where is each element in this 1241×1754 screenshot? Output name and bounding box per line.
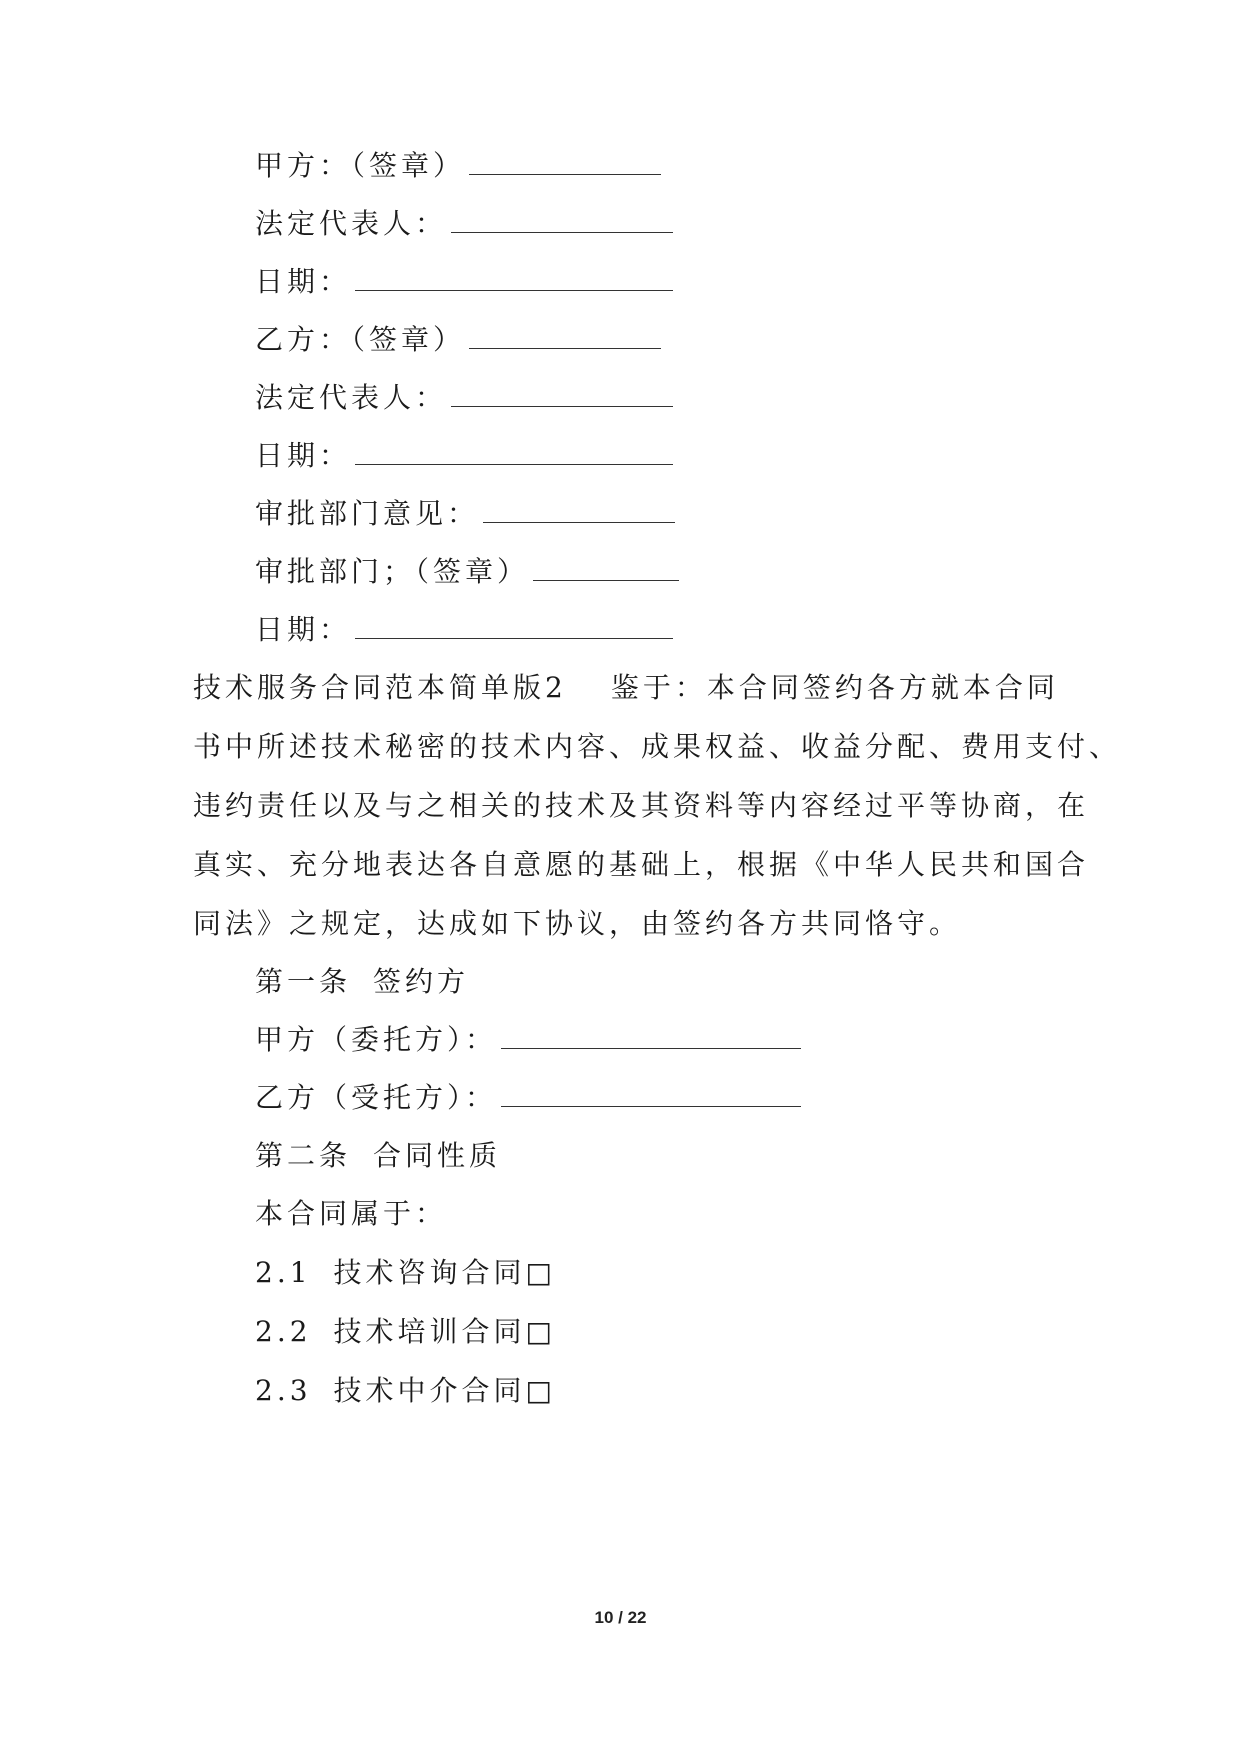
article2-lead: 本合同属于：: [255, 1197, 448, 1230]
party-b-rep-blank: [451, 380, 673, 407]
article2-number: 第二条: [255, 1139, 352, 1172]
article1-heading: [255, 964, 469, 1000]
party-a-date-blank: [355, 264, 673, 291]
party-b-rep-line: [255, 380, 673, 416]
article1-party-a-blank: [501, 1022, 801, 1049]
article2-title: 合同性质: [373, 1139, 502, 1172]
approval-sign-label: 审批部门；（签章）: [255, 555, 530, 588]
party-a-sign-line: [255, 148, 661, 184]
article1-party-b-line: [255, 1080, 801, 1116]
party-a-sign-label: 甲方：（签章）: [255, 149, 466, 182]
party-b-date-blank: [355, 438, 673, 465]
section2-heading-line: [193, 670, 1059, 706]
option-label: 技术培训合同□: [333, 1315, 556, 1348]
party-b-sign-blank: [469, 322, 661, 349]
page-number: 10 / 22: [594, 1608, 647, 1627]
article1-title: 签约方: [373, 965, 470, 998]
section2-intro-line2: 书中所述技术秘密的技术内容、成果权益、收益分配、费用支付、: [193, 730, 1122, 763]
party-b-date-label: 日期：: [255, 439, 352, 472]
approval-opinion-line: [255, 496, 675, 532]
party-a-date-label: 日期：: [255, 265, 352, 298]
section2-intro-line5: 同法》之规定，达成如下协议，由签约各方共同恪守。: [193, 907, 962, 940]
approval-date-label: 日期：: [255, 613, 352, 646]
section2-title: 技术服务合同范本简单版2: [193, 671, 567, 704]
party-a-sign-blank: [469, 148, 661, 175]
party-a-rep-label: 法定代表人：: [255, 207, 448, 240]
approval-date-line: [255, 612, 673, 648]
article1-party-a-line: [255, 1022, 801, 1058]
approval-date-blank: [355, 612, 673, 639]
article1-party-b-label: 乙方（受托方）：: [255, 1081, 498, 1114]
option-label: 技术咨询合同□: [333, 1256, 556, 1289]
article2-heading: [255, 1138, 501, 1174]
party-b-sign-label: 乙方：（签章）: [255, 323, 466, 356]
party-b-sign-line: [255, 322, 661, 358]
option-number: 2.2: [255, 1315, 312, 1348]
option-number: 2.3: [255, 1374, 312, 1407]
party-a-date-line: [255, 264, 673, 300]
section2-intro-line4: 真实、充分地表达各自意愿的基础上，根据《中华人民共和国合: [193, 848, 1090, 881]
article1-number: 第一条: [255, 965, 352, 998]
article1-party-a-label: 甲方（委托方）：: [255, 1023, 498, 1056]
approval-sign-blank: [533, 554, 679, 581]
article1-party-b-blank: [501, 1080, 801, 1107]
option-label: 技术中介合同□: [333, 1374, 556, 1407]
party-a-rep-blank: [451, 206, 673, 233]
option-number: 2.1: [255, 1256, 312, 1289]
section2-intro-lead: 鉴于：本合同签约各方就本合同: [610, 671, 1059, 704]
party-b-rep-label: 法定代表人：: [255, 381, 448, 414]
article2-option: [255, 1314, 556, 1350]
section2-intro-line3: 违约责任以及与之相关的技术及其资料等内容经过平等协商，在: [193, 789, 1090, 822]
article2-option: [255, 1373, 556, 1409]
article2-option: [255, 1255, 556, 1291]
party-a-rep-line: [255, 206, 673, 242]
approval-opinion-blank: [483, 496, 675, 523]
approval-opinion-label: 审批部门意见：: [255, 497, 480, 530]
approval-sign-line: [255, 554, 679, 590]
party-b-date-line: [255, 438, 673, 474]
